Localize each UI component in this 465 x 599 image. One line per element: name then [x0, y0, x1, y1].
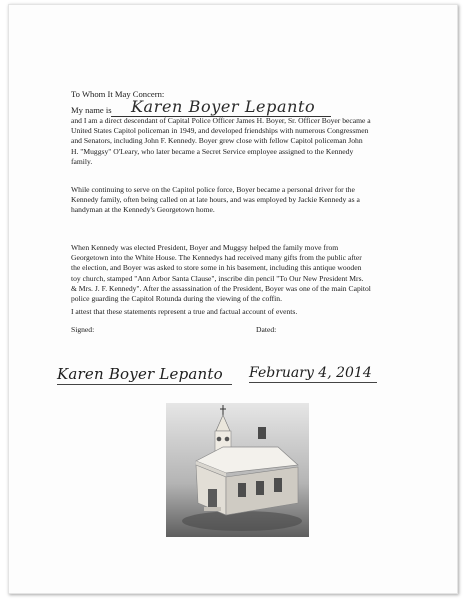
paragraph-2: While continuing to serve on the Capitol police force, Boyer became a personal driver for the Kennedy family, often being called on at late hours, and was employed by Jackie Kennedy as a handyman at the Kennedy's Georgetown home. — [71, 185, 360, 215]
toy-church-icon — [166, 403, 309, 537]
signature: Karen Boyer Lepanto — [57, 365, 232, 385]
letter-page — [8, 4, 458, 594]
paragraph-1: and I am a direct descendant of Capital Police Officer James H. Boyer, Sr. Officer Boyer became a United States Capitol policeman in 1949, and developed friendships with numerous Congressmen and Senators, including John F. Kennedy. Boyer grew close with fellow Capitol policeman John H. "Muggsy" O'Leary, who later became a Secret Service employee assigned to the Kennedy family. — [71, 116, 371, 166]
signed-label: Signed: — [71, 325, 95, 334]
salutation: To Whom It May Concern: — [71, 89, 165, 99]
church-photo — [166, 403, 309, 537]
handwritten-name: Karen Boyer Lepanto — [111, 97, 331, 117]
name-label: My name is — [71, 105, 112, 115]
attestation: I attest that these statements represent a true and factual account of events. — [71, 307, 298, 316]
handwritten-date: February 4, 2014 — [249, 365, 377, 383]
paragraph-3: When Kennedy was elected President, Boyer and Muggsy helped the family move from Georgetown into the White House. The Kennedys had received many gifts from the public after the election, and Boyer was asked to store some in his basement, including this antique wooden toy church, stamped "Ann Arbor Santa Clause", inscribe din pencil "To Our New President Mrs. & Mrs. J. F. Kennedy". After the assassination of the President, Boyer was one of the main Capitol police guarding the Capitol Rotunda during the viewing of the coffin. — [71, 243, 371, 304]
dated-label: Dated: — [256, 325, 277, 334]
name-line — [71, 97, 401, 116]
